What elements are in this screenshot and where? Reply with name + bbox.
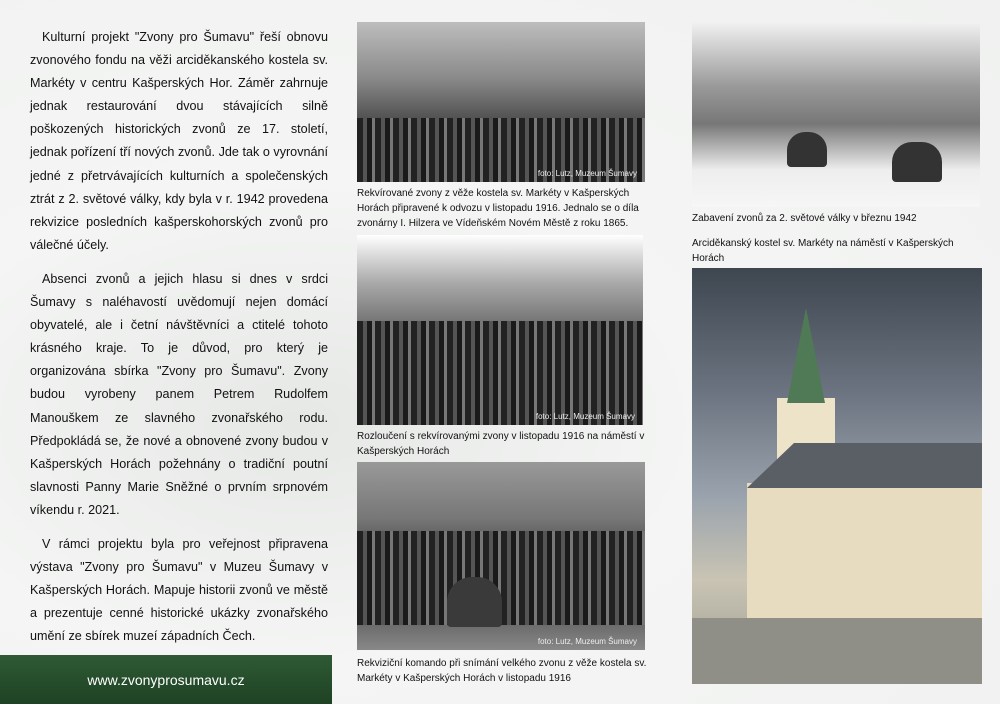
intro-text	[30, 26, 328, 659]
photo-caption: Rekvírované zvony z věže kostela sv. Markéty v Kašperských Horách připravené k odvozu v listopadu 1916. Jednalo se o díla zvonárny I. Hilzera ve Vídeňském Novém Městě z roku 1865.	[357, 188, 639, 229]
photo-caption: Arciděkanský kostel sv. Markéty na náměstí v Kašperských Horách	[692, 238, 954, 264]
photo-bells-confiscation-1942	[692, 22, 980, 207]
paragraph-2: Absenci zvonů a jejich hlasu si dnes v srdci Šumavy s naléhavostí uvědomují nejen domácí obyvatelé, ale i četní návštěvníci a ctitelé tohoto krásného kraje. To je důvod, pro který je organizována sbírka "Zvony pro Šumavu". Zvony budou vyrobeny panem Petrem Rudolfem Manouškem ze slavného zvonařského rodu. Předpokládá se, že nové a obnovené zvony budou v Kašperských Horách požehnány o tradiční poutní slavnosti Panny Marie Sněžné o prvním srpnovém víkendu r. 2021.	[30, 271, 328, 517]
photo-credit: foto: Lutz, Muzeum Šumavy	[537, 169, 637, 178]
photo-bell-removal	[357, 462, 645, 650]
photo-credit: foto: Lutz, Muzeum Šumavy	[537, 637, 637, 646]
photo-caption: Zabavení zvonů za 2. světové války v březnu 1942	[692, 213, 917, 224]
website-link[interactable]: www.zvonyprosumavu.cz	[87, 671, 245, 688]
photo-caption: Rekviziční komando při snímání velkého zvonu z věže kostela sv. Markéty v Kašperských Horách v listopadu 1916	[357, 658, 647, 684]
photo-caption: Rozloučení s rekvírovanými zvony v listopadu 1916 na náměstí v Kašperských Horách	[357, 431, 645, 457]
paragraph-1: Kulturní projekt "Zvony pro Šumavu" řeší obnovu zvonového fondu na věži arciděkanského kostela sv. Markéty v centru Kašperských Hor. Záměr zahrnuje jednak restaurování dvou stávajících silně poškozených historických zvonů ze 17. století, jednak pořízení tří nových zvonů. Jde tak o vyrovnání jedné z přetrvávajících kulturních a společenských ztrát z 2. světové války, kdy byla v r. 1942 provedena rekvizice posledních kašperskohorských zvonů pro válečné účely.	[30, 30, 328, 252]
photo-bells-on-cart	[357, 22, 645, 182]
photo-church	[692, 268, 982, 684]
photo-farewell-square	[357, 235, 643, 425]
photo-credit: foto: Lutz, Muzeum Šumavy	[535, 412, 635, 421]
website-footer	[0, 655, 332, 704]
paragraph-3: V rámci projektu byla pro veřejnost připravena výstava "Zvony pro Šumavu" v Muzeu Šumavy v Kašperských Horách. Mapuje historii zvonů ve městě a prezentuje cenné historické ukázky zvonařského umění ze sbírek muzeí západních Čech.	[30, 536, 328, 644]
